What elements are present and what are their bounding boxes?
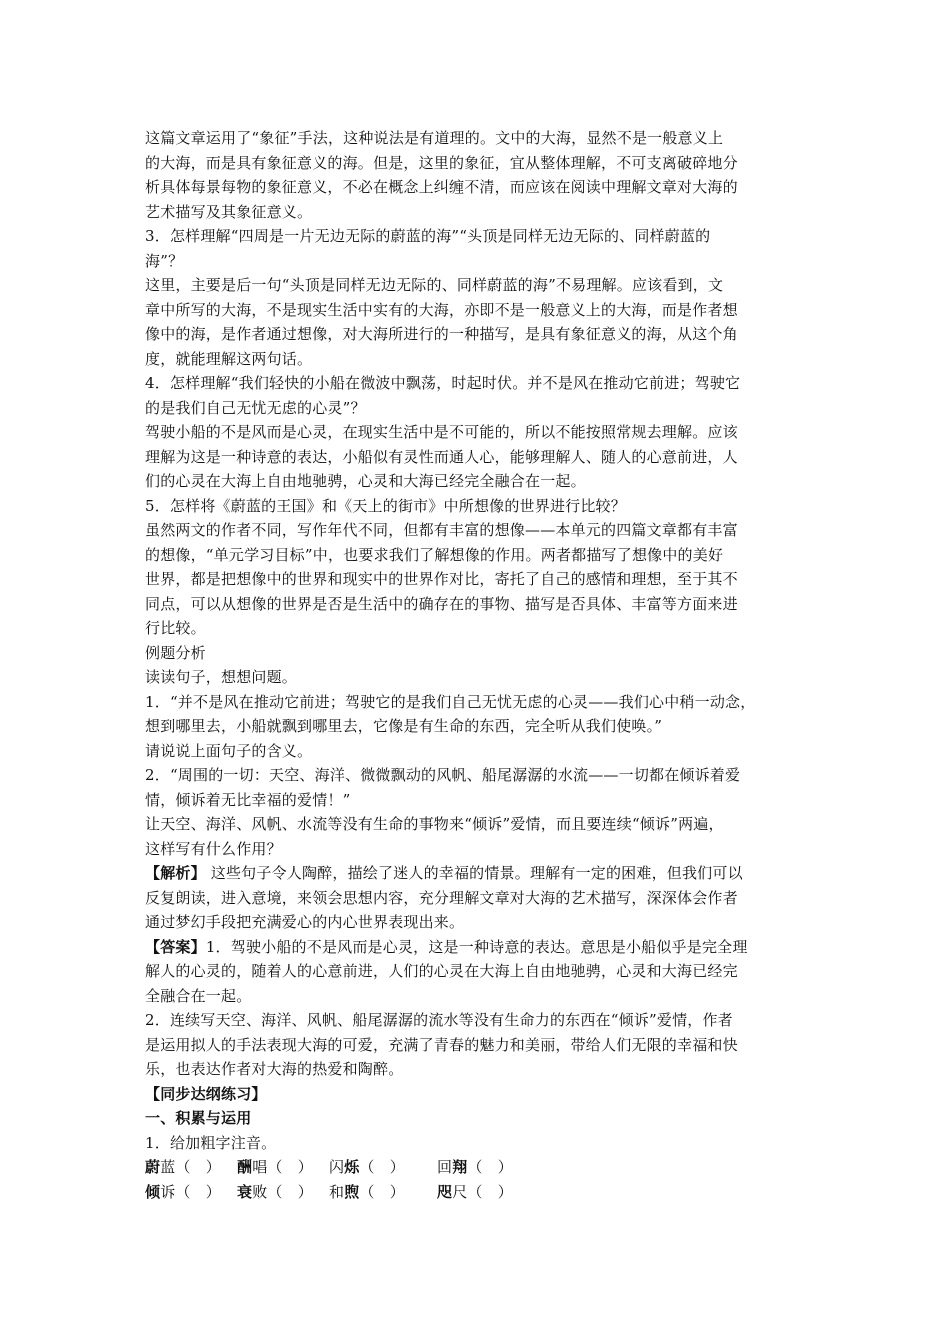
document-body: [145, 126, 835, 1204]
text-line: 艺术描写及其象征意义。: [145, 202, 313, 221]
pinyin-row: [145, 1155, 835, 1180]
pinyin-rest: （ ）: [467, 1158, 514, 1176]
pinyin-item[interactable]: [145, 1180, 221, 1205]
text-line: 驾驶小船的不是风而是心灵，在现实生活中是不可能的，所以不能按照常规去理解。应该: [145, 423, 738, 441]
text-line: 虽然两文的作者不同，写作年代不同，但都有丰富的想像——本单元的四篇文章都有丰富: [145, 521, 738, 539]
pinyin-row: [145, 1180, 835, 1205]
analysis-tag: 【解析】: [145, 864, 206, 882]
analysis-line: [145, 861, 835, 886]
subheading: 一、积累与运用: [145, 1109, 252, 1127]
pinyin-rest: 诉（ ）: [160, 1182, 222, 1201]
text-line: 们的心灵在大海上自由地驰骋，心灵和大海已经完全融合在一起。: [145, 472, 586, 490]
pinyin-target-char: 倾: [145, 1182, 161, 1201]
text-line: 这篇文章运用了“象征”手法，这种说法是有道理的。文中的大海，显然不是一般意义上: [145, 129, 724, 147]
text-line: 度，就能理解这两句话。: [145, 349, 313, 368]
text-line: 情，倾诉着无比幸福的爱情！”: [145, 790, 351, 809]
text-line: 5．怎样将《蔚蓝的王国》和《天上的街市》中所想像的世界进行比较？: [145, 496, 626, 515]
text-line: 这里，主要是后一句“头顶是同样无边无际的、同样蔚蓝的海”不易理解。应该看到，文: [145, 276, 724, 294]
answer-line: [145, 935, 835, 960]
text-line: 海”？: [145, 251, 184, 270]
analysis-line: 反复朗读，进入意境，来领会思想内容，充分理解文章对大海的艺术描写，深深体会作者: [145, 888, 738, 907]
pinyin-rest: 蓝（ ）: [160, 1158, 222, 1176]
pinyin-target-char: 蔚: [145, 1158, 161, 1176]
text-line: 这样写有什么作用？: [145, 839, 282, 858]
answer-line: 2．连续写天空、海洋、风帆、船尾潺潺的流水等没有生命力的东西在“倾诉”爱情，作者: [145, 1011, 733, 1029]
text-line: 读读句子，想想问题。: [145, 668, 298, 686]
text-line: 4．怎样理解“我们轻快的小船在微波中飘荡，时起时伏。并不是风在推动它前进；驾驶它: [145, 374, 741, 392]
pinyin-prefix: 闪: [329, 1158, 345, 1176]
pinyin-exercise: [145, 1155, 835, 1204]
pinyin-item[interactable]: [237, 1180, 313, 1205]
pinyin-item[interactable]: [437, 1155, 513, 1180]
text-line: 的是我们自己无忧无虑的心灵”？: [145, 398, 366, 417]
answer-text: 1．驾驶小船的不是风而是心灵，这是一种诗意的表达。意思是小船似乎是完全理: [205, 937, 748, 956]
pinyin-target-char: 翔: [452, 1158, 468, 1176]
pinyin-item[interactable]: [145, 1155, 221, 1180]
text-line: 让天空、海洋、风帆、水流等没有生命的事物来“倾诉”爱情，而且要连续“倾诉”两遍，: [145, 815, 724, 833]
pinyin-target-char: 煦: [344, 1182, 360, 1201]
analysis-text: 这些句子令人陶醉，描绘了迷人的幸福的情景。理解有一定的困难，但我们可以: [205, 864, 743, 882]
pinyin-target-char: 酬: [237, 1158, 253, 1176]
answer-line: 乐，也表达作者对大海的热爱和陶醉。: [145, 1060, 404, 1078]
answer-line: 全融合在一起。: [145, 986, 252, 1005]
pinyin-rest: 唱（ ）: [252, 1158, 314, 1176]
pinyin-rest: 败（ ）: [252, 1182, 314, 1201]
text-line: 像中的海，是作者通过想像，对大海所进行的一种描写，是具有象征意义的海，从这个角: [145, 325, 738, 343]
text-line: 理解为这是一种诗意的表达，小船似有灵性而通人心，能够理解人、随人的心意前进，人: [145, 447, 738, 466]
text-line: 1．“并不是风在推动它前进；驾驶它的是我们自己无忧无虑的心灵——我们心中稍一动念，: [145, 692, 756, 711]
text-line: 想到哪里去，小船就飘到哪里去，它像是有生命的东西，完全听从我们使唤。”: [145, 717, 663, 735]
pinyin-prefix: 回: [437, 1158, 453, 1176]
answer-line: 是运用拟人的手法表现大海的可爱，充满了青春的魅力和美丽，带给人们无限的幸福和快: [145, 1035, 738, 1054]
answer-line: 解人的心灵的，随着人的心意前进，人们的心灵在大海上自由地驰骋，心灵和大海已经完: [145, 962, 738, 980]
text-line: 同点，可以从想像的世界是否是生活中的确存在的事物、描写是否具体、丰富等方面来进: [145, 594, 738, 613]
pinyin-item[interactable]: [437, 1180, 513, 1205]
text-line: 例题分析: [145, 643, 206, 662]
pinyin-target-char: 衰: [237, 1182, 253, 1201]
paragraph-lines: [145, 126, 835, 861]
pinyin-prefix: 和: [329, 1182, 345, 1201]
pinyin-item[interactable]: [329, 1155, 405, 1180]
text-line: 行比较。: [145, 619, 206, 637]
text-line: 3．怎样理解“四周是一片无边无际的蔚蓝的海”“头顶是同样无边无际的、同样蔚蓝的: [145, 227, 711, 245]
text-line: 章中所写的大海，不是现实生活中实有的大海，亦即不是一般意义上的大海，而是作者想: [145, 300, 738, 319]
pinyin-rest: 尺（ ）: [452, 1182, 514, 1201]
pinyin-item[interactable]: [329, 1180, 405, 1205]
question-1: 1．给加粗字注音。: [145, 1133, 277, 1152]
pinyin-target-char: 烁: [344, 1158, 360, 1176]
text-line: 请说说上面句子的含义。: [145, 741, 313, 760]
text-line: 析具体每景每物的象征意义，不必在概念上纠缠不清，而应该在阅读中理解文章对大海的: [145, 178, 738, 196]
pinyin-rest: （ ）: [359, 1158, 406, 1176]
pinyin-rest: （ ）: [359, 1182, 406, 1201]
text-line: 的大海，而是具有象征意义的海。但是，这里的象征，宜从整体理解，不可支离破碎地分: [145, 153, 738, 172]
section-heading: 【同步达纲练习】: [145, 1084, 267, 1103]
answer-tag: 【答案】: [145, 937, 206, 956]
text-line: 的想像，“单元学习目标”中，也要求我们了解想像的作用。两者都描写了想像中的美好: [145, 545, 724, 564]
text-line: 世界，都是把想像中的世界和现实中的世界作对比，寄托了自己的感情和理想，至于其不: [145, 570, 738, 588]
pinyin-target-char: 咫: [437, 1182, 453, 1201]
text-line: 2．“周围的一切：天空、海洋、微微飘动的风帆、船尾潺潺的水流——一切都在倾诉着爱: [145, 766, 741, 784]
analysis-line: 通过梦幻手段把充满爱心的内心世界表现出来。: [145, 913, 465, 931]
pinyin-item[interactable]: [237, 1155, 313, 1180]
